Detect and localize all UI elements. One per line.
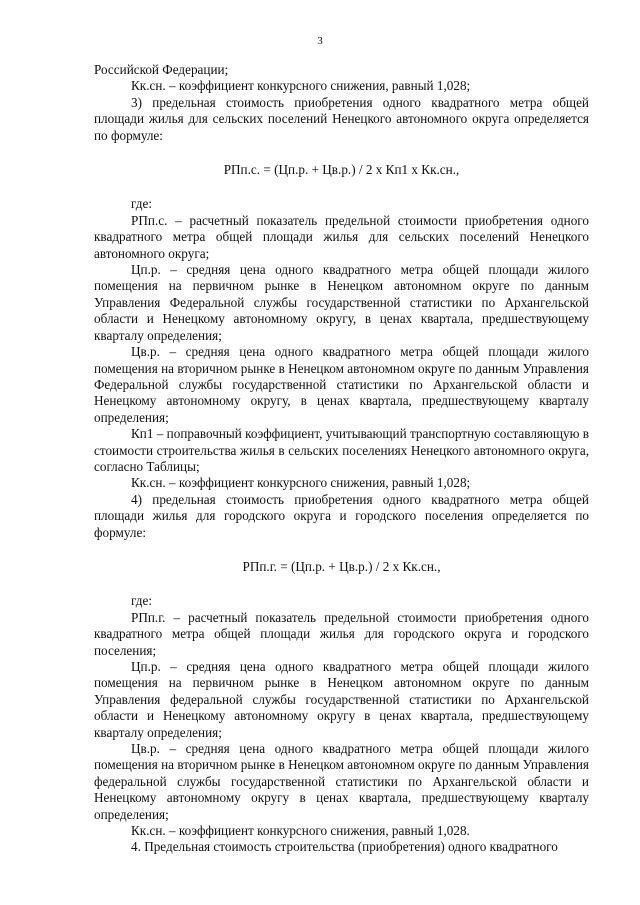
paragraph: 4. Предельная стоимость строительства (приобретения) одного квадратного: [131, 839, 558, 855]
paragraph: 3) предельная стоимость приобретения одного квадратного метра общей площади жилья для сельских поселений Ненецкого автономного округа определяется по формуле:: [94, 94, 589, 143]
document-body: [94, 62, 589, 856]
formula: РПп.г. = (Цп.р. + Цв.р.) / 2 х Кк.сн.,: [242, 558, 441, 574]
paragraph: Цп.р. – средняя цена одного квадратного метра общей площади жилого помещения на первичном рынке в Ненецком автономном округе по данным Управления федеральной службы государственной статистики по Архангельской области и Ненецкому автономному округу в ценах квартала, предшествующему кварталу определения;: [94, 659, 589, 740]
formula: РПп.с. = (Цп.р. + Цв.р.) / 2 х Кп1 х Кк.сн.,: [223, 162, 460, 178]
paragraph: Цп.р. – средняя цена одного квадратного метра общей площади жилого помещения на первичном рынке в Ненецком автономном округе по данным Управления Федеральной службы государственной статистики по Архангельской области и Ненецкому автономному округу, в ценах квартала, предшествующему кварталу определения;: [94, 262, 589, 343]
paragraph: где:: [131, 593, 152, 609]
paragraph: Кк.сн. – коэффициент конкурсного снижения, равный 1,028.: [131, 823, 470, 839]
paragraph: РПп.г. – расчетный показатель предельной стоимости приобретения одного квадратного метра общей площади жилья для городского округа и городского поселения;: [94, 609, 589, 658]
paragraph: Цв.р. – средняя цена одного квадратного метра общей площади жилого помещения на вторичном рынке в Ненецком автономном округе по данным Управления Федеральной службы государственной статистики по Архангельской области и Ненецкому автономному округу, в ценах квартала, предшествующему кварталу определения;: [94, 344, 589, 425]
paragraph: где:: [131, 196, 152, 212]
paragraph: Кк.сн. – коэффициент конкурсного снижения, равный 1,028;: [131, 78, 471, 94]
paragraph: Цв.р. – средняя цена одного квадратного метра общей площади жилого помещения на вторичном рынке в Ненецком автономном округе по данным Управления федеральной службы государственной статистики по Архангельской области и Ненецкому автономному округу в ценах квартала, предшествующему кварталу определения;: [94, 741, 589, 822]
paragraph: Кп1 – поправочный коэффициент, учитывающий транспортную составляющую в стоимости строительства жилья в сельских поселениях Ненецкого автономного округа, согласно Таблицы;: [94, 426, 589, 474]
paragraph: Российской Федерации;: [94, 62, 229, 77]
paragraph: Кк.сн. – коэффициент конкурсного снижения, равный 1,028;: [131, 475, 471, 491]
paragraph: 4) предельная стоимость приобретения одного квадратного метра общей площади жилья для городского округа и городского поселения определяется по формуле:: [94, 491, 589, 540]
paragraph: РПп.с. – расчетный показатель предельной стоимости приобретения одного квадратного метра общей площади жилья для сельских поселений Ненецкого автономного округа;: [94, 212, 589, 261]
page-number: 3: [317, 35, 323, 47]
